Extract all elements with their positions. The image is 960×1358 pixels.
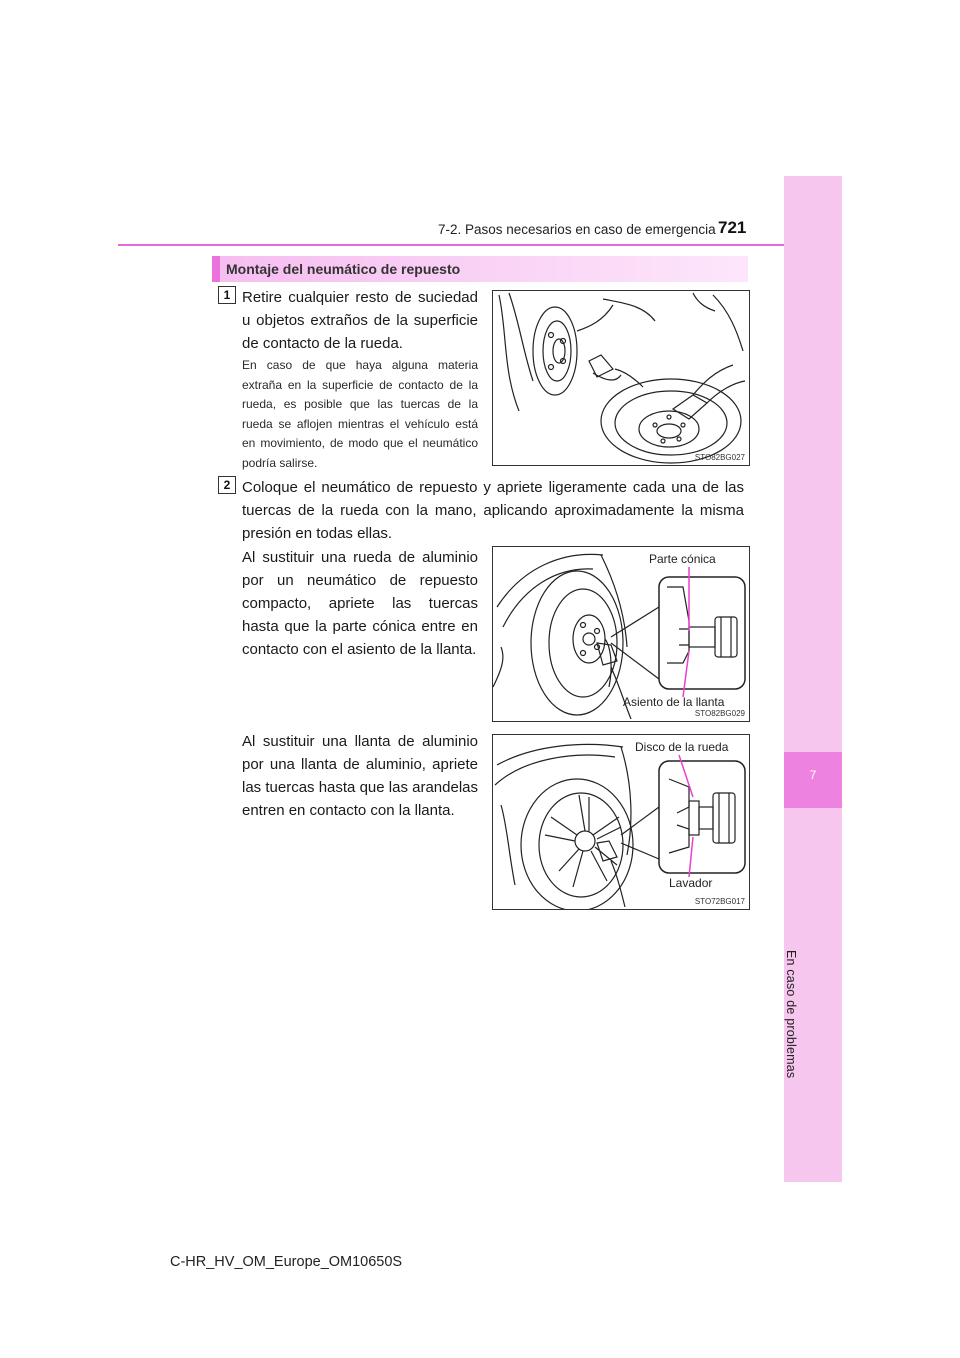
figure-code: STO72BG017 bbox=[694, 897, 745, 906]
header-rule bbox=[118, 244, 784, 246]
step-2-sub2-text: Al sustituir una llanta de aluminio por una llanta de aluminio, apriete las tuercas hasta que las arandelas entren en contacto con la llanta. bbox=[242, 733, 478, 819]
running-header: 7-2. Pasos necesarios en caso de emergencia bbox=[438, 222, 716, 237]
callout-lavador: Lavador bbox=[669, 876, 713, 890]
section-banner-bar bbox=[212, 256, 220, 282]
figure-alloy-wheel-nut bbox=[492, 734, 750, 910]
chapter-number: 7 bbox=[809, 768, 817, 782]
step-number-2: 2 bbox=[218, 476, 236, 494]
figure-code: STO82BG029 bbox=[694, 709, 745, 718]
callout-asiento-llanta: Asiento de la llanta bbox=[623, 695, 725, 709]
step-2-text: Coloque el neumático de repuesto y apriete ligeramente cada una de las tuercas de la rueda con la mano, aplicando aproximadamente la misma presión en todas ellas. bbox=[242, 479, 744, 542]
document-id: C-HR_HV_OM_Europe_OM10650S bbox=[170, 1254, 403, 1270]
figure-code: STO82BG027 bbox=[694, 453, 745, 462]
chapter-label: En caso de problemas bbox=[784, 950, 798, 1079]
figure-compact-spare-nut bbox=[492, 546, 750, 722]
callout-parte-conica: Parte cónica bbox=[649, 552, 716, 566]
figure-clean-wheel-drawing bbox=[493, 291, 749, 465]
step-number-1: 1 bbox=[218, 286, 236, 304]
callout-disco-rueda: Disco de la rueda bbox=[635, 740, 729, 754]
figure-clean-wheel bbox=[492, 290, 750, 466]
page-number: 721 bbox=[718, 218, 747, 237]
step-1-note: En caso de que haya alguna materia extraña en la superficie de contacto de la rueda, es posible que las tuercas de la rueda se aflojen mientras el vehículo está en movimiento, de modo que el neumático podría salirse. bbox=[242, 358, 478, 470]
section-title: Montaje del neumático de repuesto bbox=[226, 261, 461, 277]
step-2-sub1-text: Al sustituir una rueda de aluminio por un neumático de repuesto compacto, apriete las tuercas hasta que la parte cónica entre en contacto con el asiento de la llanta. bbox=[242, 549, 478, 658]
step-1-text: Retire cualquier resto de suciedad u objetos extraños de la superficie de contacto de la rueda. bbox=[242, 289, 478, 352]
